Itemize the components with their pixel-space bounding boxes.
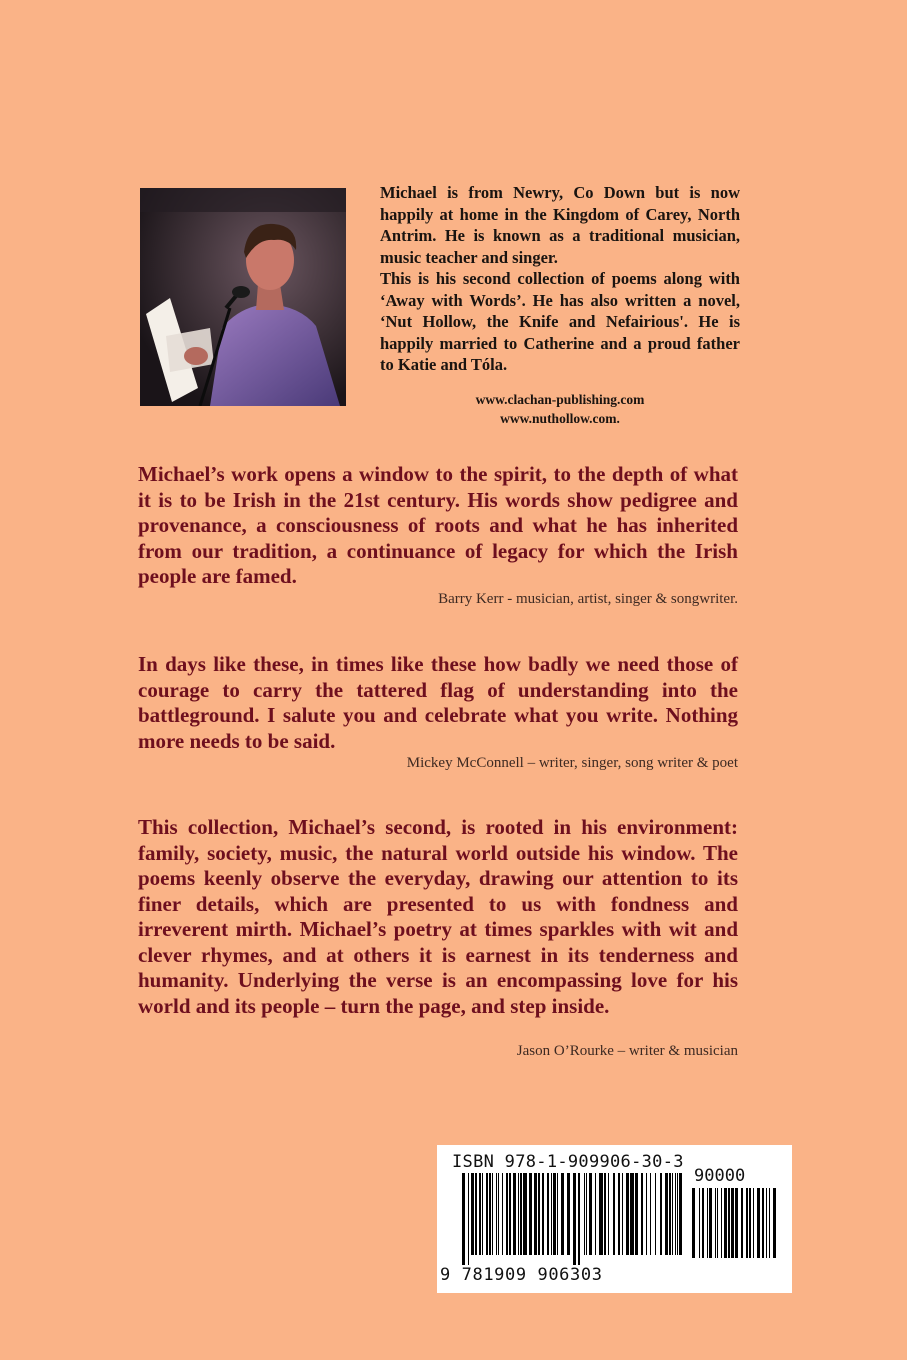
barcode-bar (746, 1188, 748, 1258)
barcode-bar (692, 1188, 695, 1258)
barcode-bar (773, 1188, 776, 1258)
barcode-bar (538, 1173, 540, 1255)
barcode-bar (641, 1173, 643, 1255)
barcode-bar (618, 1173, 620, 1255)
barcode-bar (496, 1173, 497, 1255)
barcode-bar (557, 1173, 558, 1255)
barcode-bar (553, 1173, 556, 1255)
barcode-bar (660, 1173, 662, 1255)
bio-paragraph: This is his second collection of poems along with ‘Away with Words’. He has also written a novel, ‘Nut Hollow, the Knife and Nefairious'. He is happily married to Catherine and a proud father to Katie and Tóla. (380, 269, 740, 374)
barcode-bar (753, 1188, 754, 1258)
barcode-bar (604, 1173, 606, 1255)
barcode-bar (669, 1173, 671, 1255)
website-link-nuthollow[interactable]: www.nuthollow.com. (500, 411, 620, 426)
barcode-bar (486, 1173, 488, 1255)
barcode-bar (665, 1173, 668, 1255)
addon-barcode-bars (692, 1188, 776, 1280)
barcode-bar (578, 1173, 580, 1265)
barcode-bar (741, 1188, 743, 1258)
barcode-bar (561, 1173, 564, 1255)
barcode-bar (551, 1173, 552, 1255)
bio-paragraph: Michael is from Newry, Co Down but is now happily at home in the Kingdom of Carey, North Antrim. He is known as a traditional musician, music teacher and singer. (380, 183, 740, 267)
endorsement-attribution: Mickey McConnell – writer, singer, song writer & poet (406, 755, 738, 771)
barcode-bar (630, 1173, 634, 1255)
barcode-bar (584, 1173, 585, 1255)
barcode-bar (672, 1173, 673, 1255)
barcode-bar (513, 1173, 516, 1255)
barcode-bar (622, 1173, 623, 1255)
barcode-bar (679, 1173, 682, 1255)
barcode-bar (489, 1173, 491, 1255)
barcode-bar (542, 1173, 544, 1255)
barcode-bar (534, 1173, 537, 1255)
barcode-bar (509, 1173, 511, 1255)
barcode-bar (699, 1188, 700, 1258)
barcode-bar (475, 1173, 477, 1255)
author-bio (380, 182, 740, 376)
barcode-bar (766, 1188, 767, 1258)
barcode-bar (586, 1173, 587, 1255)
barcode-bar (646, 1173, 647, 1255)
endorsement-quote: In days like these, in times like these how badly we need those of courage to carry the tattered flag of understanding into the battleground. I salute you and celebrate what you write. Nothing more needs to be said. (138, 652, 738, 753)
barcode-bar (608, 1173, 609, 1255)
barcode-bar (523, 1173, 527, 1255)
barcode-bar (757, 1188, 760, 1258)
barcode-bar (762, 1188, 764, 1258)
websites (380, 390, 740, 428)
barcode-bar (728, 1188, 730, 1258)
barcode-bar (626, 1173, 629, 1255)
barcode-bar (735, 1188, 738, 1258)
ean-digits: 9 781909 906303 (440, 1265, 603, 1285)
barcode-bar (498, 1173, 499, 1255)
barcode-bar (717, 1188, 718, 1258)
barcode-bar (721, 1188, 722, 1258)
barcode-bar (731, 1188, 734, 1258)
barcode-bar (462, 1173, 465, 1265)
barcode-bar (749, 1188, 751, 1258)
author-photo-drawing (140, 188, 346, 406)
barcode-bar (715, 1188, 716, 1258)
author-photo (140, 188, 346, 406)
barcode-bar (471, 1173, 474, 1255)
barcode-bar (492, 1173, 493, 1255)
endorsement-quote: This collection, Michael’s second, is rooted in his environment: family, society, music, the natural world outside his window. The poems keenly observe the everyday, drawing our attention to its finer details, which are presented to us with fondness and irreverent mirth. Michael’s poetry at times sparkles with wit and clever rhymes, and at others it is earnest in its tenderness and humanity. Underlying the verse is an encompassing love for his world and its people – turn the page, and step inside. (138, 815, 738, 1018)
barcode-bar (468, 1173, 469, 1265)
barcode-bar (599, 1173, 603, 1255)
barcode-bar (482, 1173, 483, 1255)
website-link-clachan[interactable]: www.clachan-publishing.com (475, 392, 645, 407)
endorsement-attribution: Jason O’Rourke – writer & musician (516, 1043, 738, 1059)
barcode-bar (709, 1188, 712, 1258)
barcode-bar (613, 1173, 615, 1255)
addon-digits: 90000 (694, 1166, 746, 1186)
barcode-bar (707, 1188, 708, 1258)
barcode-bar (724, 1188, 727, 1258)
barcode-bar (769, 1188, 770, 1258)
barcode-bar (635, 1173, 638, 1255)
barcode-bar (573, 1173, 576, 1265)
barcode-bar (479, 1173, 481, 1255)
barcode-bar (677, 1173, 678, 1255)
barcode-bar (547, 1173, 549, 1255)
barcode-bar (589, 1173, 592, 1255)
endorsement-attribution: Barry Kerr - musician, artist, singer & songwriter. (438, 591, 738, 607)
isbn-label: ISBN 978-1-909906-30-3 (452, 1152, 684, 1172)
barcode-bar (595, 1173, 596, 1255)
ean-barcode-bars (462, 1173, 684, 1265)
barcode-bar (506, 1173, 508, 1255)
barcode-bar (675, 1173, 676, 1255)
barcode-bar (502, 1173, 503, 1255)
barcode-bar (655, 1173, 656, 1255)
barcode-bar (702, 1188, 704, 1258)
barcode-bar (650, 1173, 651, 1255)
barcode-bar (567, 1173, 570, 1255)
endorsement-quote: Michael’s work opens a window to the spirit, to the depth of what it is to be Irish in the 21st century. His words show pedigree and provenance, a consciousness of roots and what he has inherited from our tradition, a continuance of legacy for which the Irish people are famed. (138, 462, 738, 588)
barcode-bar (529, 1173, 532, 1255)
barcode-bar (518, 1173, 519, 1255)
barcode-bar (520, 1173, 522, 1255)
